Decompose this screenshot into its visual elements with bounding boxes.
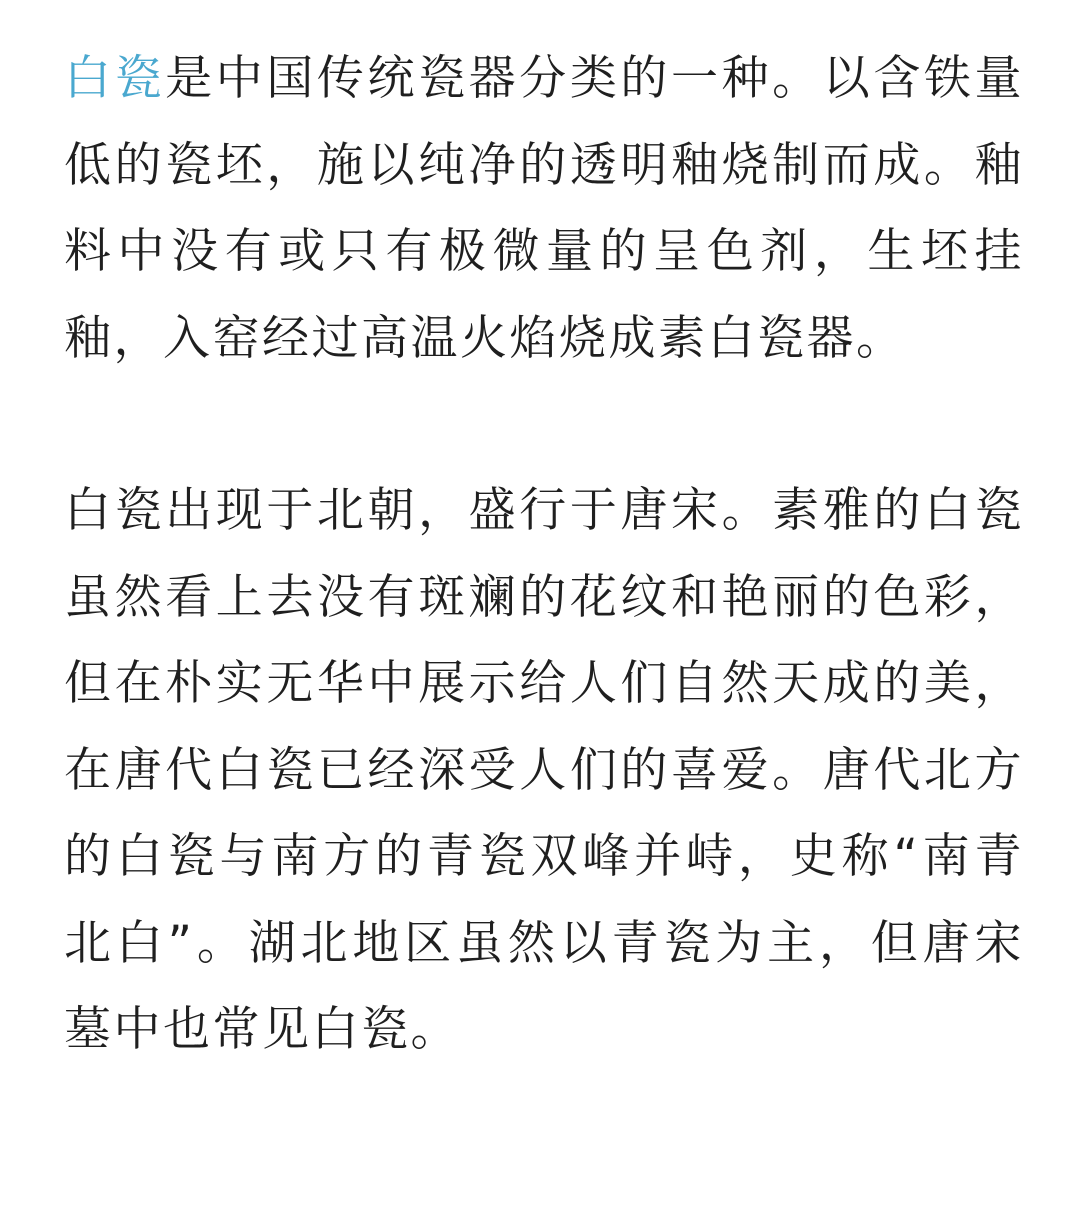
paragraph-intro — [64, 36, 1024, 382]
paragraph-intro-text: 是中国传统瓷器分类的一种。以含铁量低的瓷坯，施以纯净的透明釉烧制而成。釉料中没有或只有极微量的呈色剂，生坯挂釉，入窑经过高温火焰烧成素白瓷器。 — [64, 51, 1025, 366]
highlight-term[interactable]: 白瓷 — [64, 51, 166, 106]
paragraph-history — [64, 468, 1024, 1074]
paragraph-history-text: 白瓷出现于北朝，盛行于唐宋。素雅的白瓷虽然看上去没有斑斓的花纹和艳丽的色彩，但在朴实无华中展示给人们自然天成的美，在唐代白瓷已经深受人们的喜爱。唐代北方的白瓷与南方的青瓷双峰并峙，史称“南青北白”。湖北地区虽然以青瓷为主，但唐宋墓中也常见白瓷。 — [64, 483, 1024, 1057]
article-body — [64, 36, 1024, 1074]
